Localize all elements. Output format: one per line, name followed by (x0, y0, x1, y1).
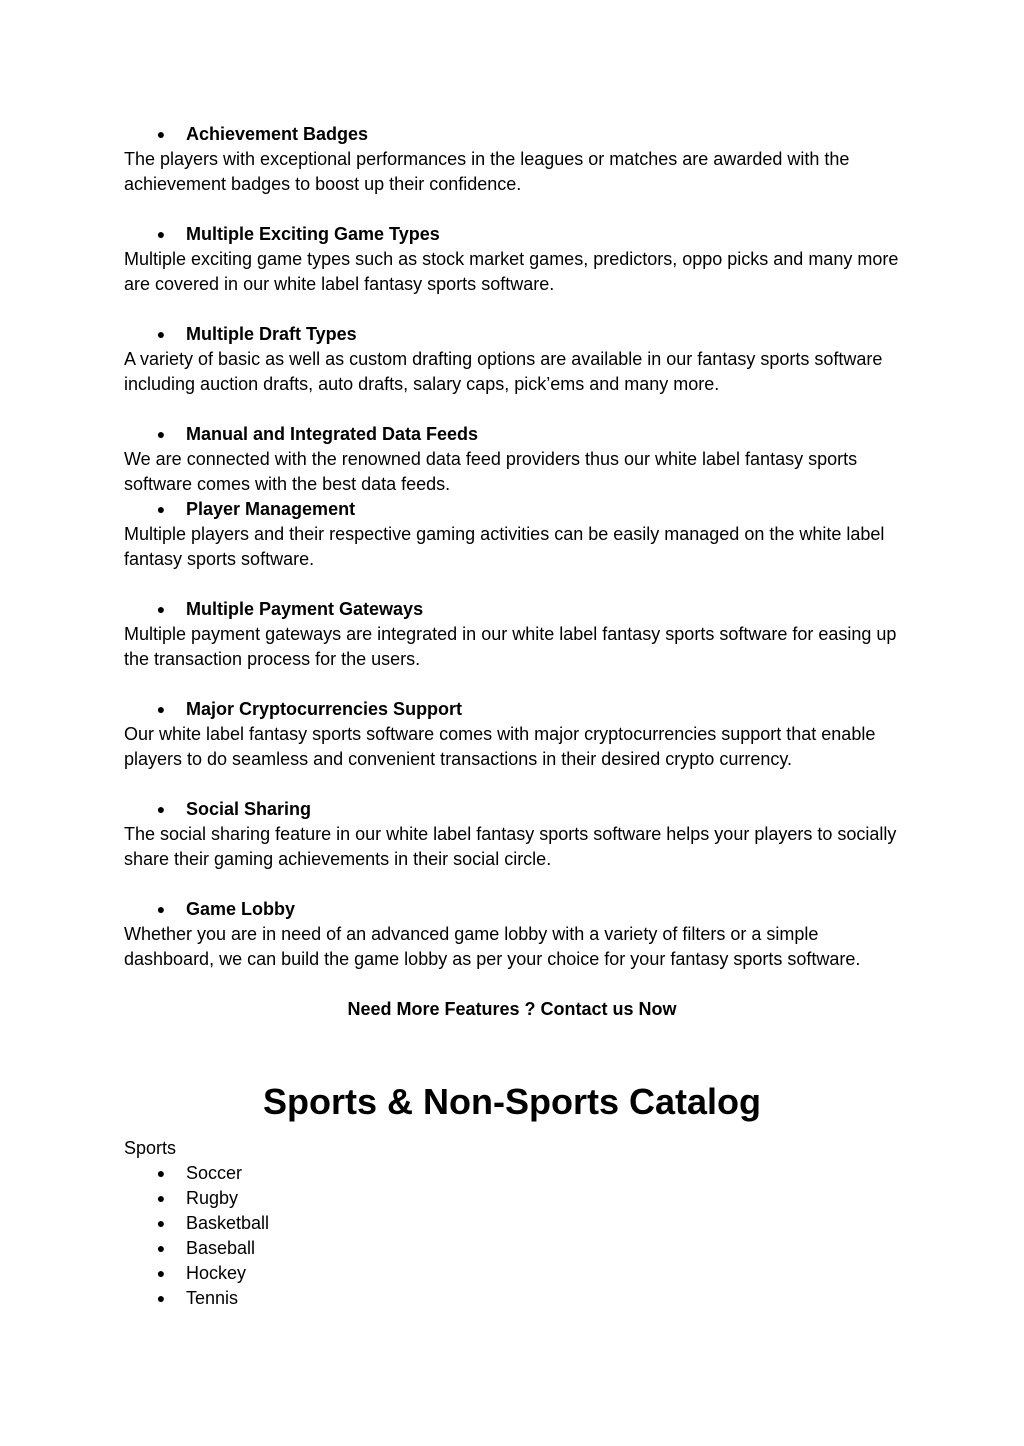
feature-title: ● Social Sharing (124, 797, 904, 822)
feature-item (124, 322, 904, 422)
feature-item (124, 597, 904, 697)
bullet-icon: ● (156, 426, 166, 442)
feature-item (124, 122, 904, 222)
bullet-icon: ● (156, 326, 166, 342)
catalog-heading: Sports & Non-Sports Catalog (262, 1081, 761, 1122)
feature-description: Multiple payment gateways are integrated in our white label fantasy sports software for easing up the transaction process for the users. (124, 624, 897, 669)
feature-description: A variety of basic as well as custom drafting options are available in our fantasy sports software including auction drafts, auto drafts, salary caps, pick’ems and many more. (124, 349, 883, 394)
feature-list (124, 122, 904, 997)
feature-item (124, 222, 904, 322)
catalog-label: Sports (124, 1138, 177, 1158)
list-item: ● Soccer (124, 1161, 904, 1186)
bullet-icon: ● (156, 1290, 166, 1306)
bullet-icon: ● (156, 601, 166, 617)
feature-description: Our white label fantasy sports software comes with major cryptocurrencies support that enable players to do seamless and convenient transactions in their desired crypto currency. (124, 724, 876, 769)
feature-title: ● Player Management (124, 497, 904, 522)
sports-catalog (124, 1136, 904, 1311)
feature-description: Whether you are in need of an advanced game lobby with a variety of filters or a simple dashboard, we can build the game lobby as per your choice for your fantasy sports software. (124, 924, 861, 969)
feature-title: ● Achievement Badges (124, 122, 904, 147)
feature-title: ● Multiple Exciting Game Types (124, 222, 904, 247)
list-item: ● Hockey (124, 1261, 904, 1286)
bullet-icon: ● (156, 901, 166, 917)
feature-description: We are connected with the renowned data feed providers thus our white label fantasy sports software comes with the best data feeds. (124, 449, 858, 494)
feature-title: ● Major Cryptocurrencies Support (124, 697, 904, 722)
contact-cta: Need More Features ? Contact us Now (347, 999, 677, 1019)
document-page (124, 122, 904, 1308)
feature-description: Multiple players and their respective gaming activities can be easily managed on the white label fantasy sports software. (124, 524, 885, 569)
list-item: ● Basketball (124, 1211, 904, 1236)
feature-title: ● Multiple Draft Types (124, 322, 904, 347)
bullet-icon: ● (156, 226, 166, 242)
bullet-icon: ● (156, 1265, 166, 1281)
feature-description: Multiple exciting game types such as stock market games, predictors, oppo picks and many more are covered in our white label fantasy sports software. (124, 249, 899, 294)
feature-item (124, 797, 904, 897)
feature-item (124, 897, 904, 997)
feature-title: ● Manual and Integrated Data Feeds (124, 422, 904, 447)
feature-title: ● Game Lobby (124, 897, 904, 922)
bullet-icon: ● (156, 1190, 166, 1206)
feature-item (124, 697, 904, 797)
bullet-icon: ● (156, 1215, 166, 1231)
feature-item (124, 422, 904, 497)
feature-item (124, 497, 904, 597)
bullet-icon: ● (156, 801, 166, 817)
list-item: ● Tennis (124, 1286, 904, 1311)
bullet-icon: ● (156, 1165, 166, 1181)
feature-title: ● Multiple Payment Gateways (124, 597, 904, 622)
list-item: ● Rugby (124, 1186, 904, 1211)
bullet-icon: ● (156, 1240, 166, 1256)
bullet-icon: ● (156, 501, 166, 517)
list-item: ● Baseball (124, 1236, 904, 1261)
bullet-icon: ● (156, 701, 166, 717)
bullet-icon: ● (156, 126, 166, 142)
feature-description: The social sharing feature in our white label fantasy sports software helps your players to socially share their gaming achievements in their social circle. (124, 824, 897, 869)
feature-description: The players with exceptional performances in the leagues or matches are awarded with the achievement badges to boost up their confidence. (124, 149, 850, 194)
